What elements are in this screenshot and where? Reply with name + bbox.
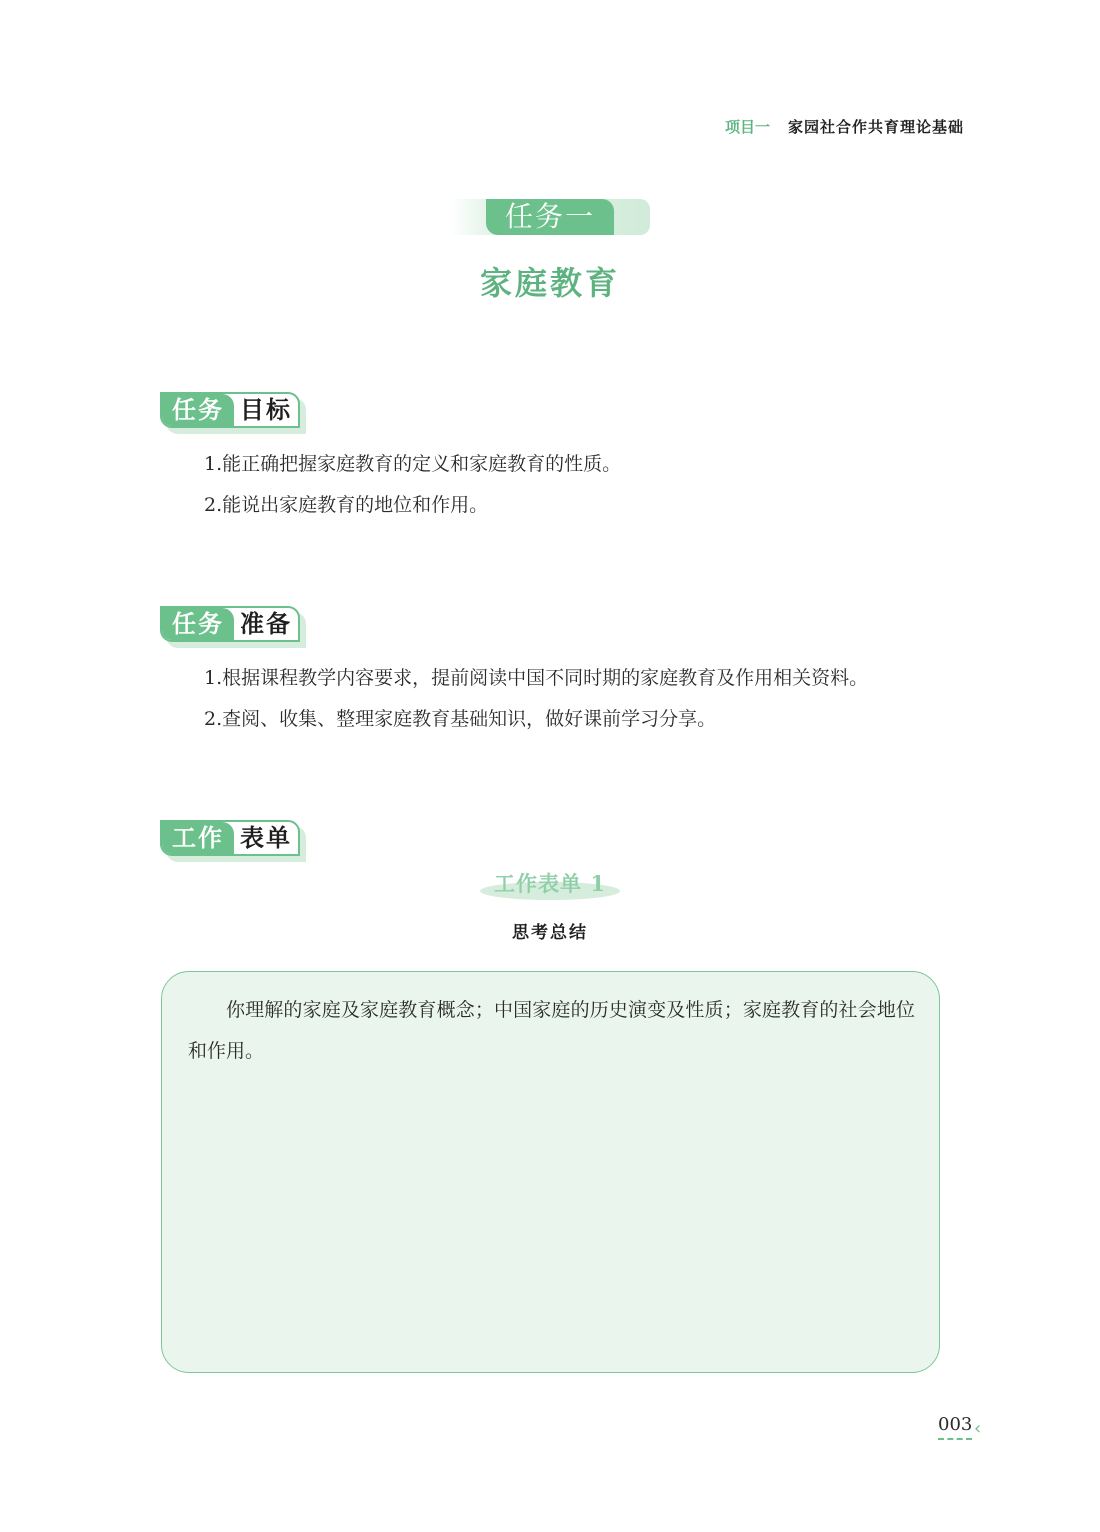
page-number-text: 003	[938, 1414, 973, 1435]
task-title: 家庭教育	[479, 264, 620, 302]
worksheet-answer-box[interactable]	[161, 971, 940, 1373]
worksheet-label-text: 工作表单 1	[494, 871, 606, 896]
section-tag-left: 工作	[162, 822, 234, 854]
chapter-title: 家园社合作共育理论基础	[787, 118, 964, 136]
section-tag-left: 任务	[162, 608, 234, 640]
list-item: 2.能说出家庭教育的地位和作用。	[204, 494, 489, 516]
worksheet-label	[480, 868, 620, 900]
section-tag-worksheet	[160, 820, 308, 862]
section-tag-right: 表单	[240, 823, 292, 852]
project-label: 项目一	[724, 118, 770, 136]
section-tag-preparation	[160, 606, 308, 648]
running-header	[725, 116, 964, 137]
page-number-dashes	[938, 1438, 972, 1440]
objectives-list	[204, 444, 621, 526]
worksheet-subtitle: 思考总结	[512, 923, 588, 943]
section-tag-right: 准备	[240, 609, 292, 638]
task-banner	[450, 199, 650, 235]
section-tag-right: 目标	[240, 395, 292, 424]
chevron-left-icon: ‹	[974, 1418, 982, 1439]
list-item: 1.根据课程教学内容要求，提前阅读中国不同时期的家庭教育及作用相关资料。	[204, 667, 869, 689]
page-number	[938, 1414, 982, 1439]
list-item: 2.查阅、收集、整理家庭教育基础知识，做好课前学习分享。	[204, 708, 717, 730]
section-tag-left: 任务	[162, 394, 234, 426]
section-tag-objectives	[160, 392, 308, 434]
list-item: 1.能正确把握家庭教育的定义和家庭教育的性质。	[204, 453, 622, 475]
worksheet-prompt: 你理解的家庭及家庭教育概念；中国家庭的历史演变及性质；家庭教育的社会地位和作用。	[188, 999, 915, 1062]
task-number-label: 任务一	[486, 199, 614, 235]
preparation-list	[204, 658, 868, 740]
